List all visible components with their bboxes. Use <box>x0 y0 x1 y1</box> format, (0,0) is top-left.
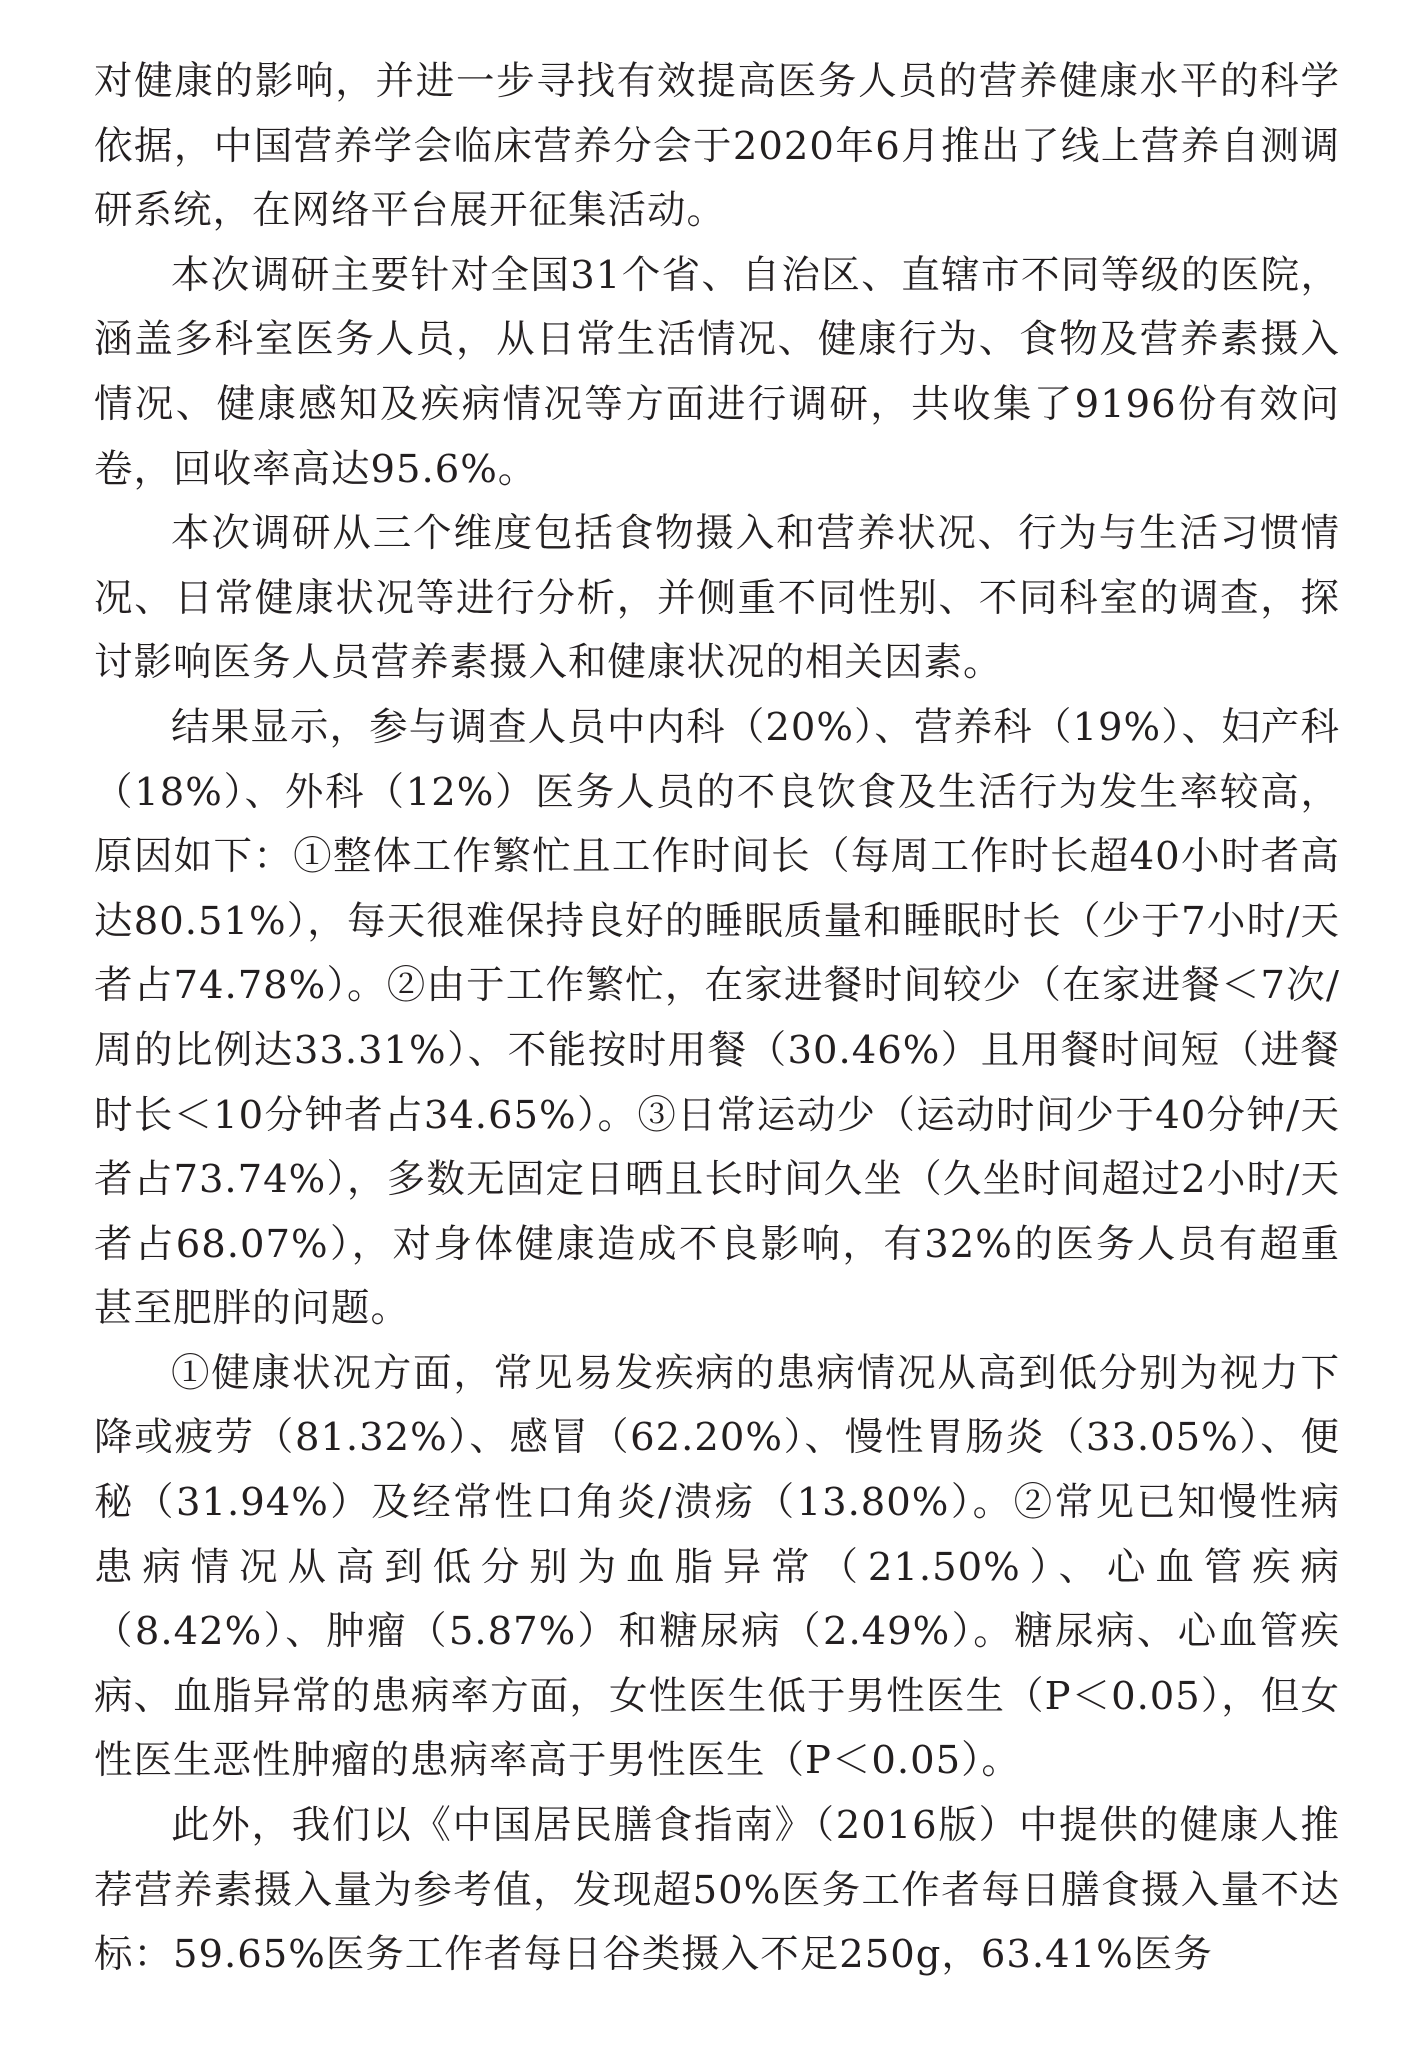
paragraph-survey-intro: 对健康的影响，并进一步寻找有效提高医务人员的营养健康水平的科学依据，中国营养学会临床营养分会于2020年6月推出了线上营养自测调研系统，在网络平台展开征集活动。 <box>94 59 1340 234</box>
paragraph-lifestyle-results: 结果显示，参与调查人员中内科（20%）、营养科（19%）、妇产科（18%）、外科（12%）医务人员的不良饮食及生活行为发生率较高，原因如下：①整体工作繁忙且工作时间长（每周工作时长超40小时者高达80.51%），每天很难保持良好的睡眠质量和睡眠时长（少于7小时/天者占74.78%）。②由于工作繁忙，在家进餐时间较少（在家进餐＜7次/周的比例达33.31%）、不能按时用餐（30.46%）且用餐时间短（进餐时长＜10分钟者占34.65%）。③日常运动少（运动时间少于40分钟/天者占73.74%），多数无固定日晒且长时间久坐（久坐时间超过2小时/天者占68.07%），对身体健康造成不良影响，有32%的医务人员有超重甚至肥胖的问题。 <box>94 704 1340 1332</box>
document-page <box>94 50 1340 1988</box>
paragraph-health-status: ①健康状况方面，常见易发疾病的患病情况从高到低分别为视力下降或疲劳（81.32%）、感冒（62.20%）、慢性胃肠炎（33.05%）、便秘（31.94%）及经常性口角炎/溃疡（13.80%）。②常见已知慢性病患病情况从高到低分别为血脂异常（21.50%）、心血管疾病（8.42%）、肿瘤（5.87%）和糖尿病（2.49%）。糖尿病、心血管疾病、血脂异常的患病率方面，女性医生低于男性医生（P＜0.05），但女性医生恶性肿瘤的患病率高于男性医生（P＜0.05）。 <box>94 1350 1340 1784</box>
paragraph-survey-scope: 本次调研主要针对全国31个省、自治区、直辖市不同等级的医院，涵盖多科室医务人员，从日常生活情况、健康行为、食物及营养素摄入情况、健康感知及疾病情况等方面进行调研，共收集了9196份有效问卷，回收率高达95.6%。 <box>94 252 1340 492</box>
paragraph-dietary-intake: 此外，我们以《中国居民膳食指南》（2016版）中提供的健康人推荐营养素摄入量为参考值，发现超50%医务工作者每日膳食摄入量不达标：59.65%医务工作者每日谷类摄入不足250g，63.41%医务 <box>94 1803 1340 1978</box>
paragraph-analysis-dimensions: 本次调研从三个维度包括食物摄入和营养状况、行为与生活习惯情况、日常健康状况等进行分析，并侧重不同性别、不同科室的调查，探讨影响医务人员营养素摄入和健康状况的相关因素。 <box>94 511 1340 686</box>
